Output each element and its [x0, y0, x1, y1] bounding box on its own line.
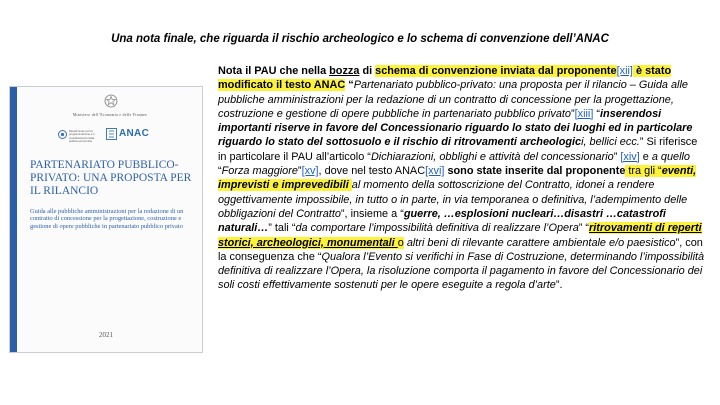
article-title: Forza maggiore [221, 165, 298, 178]
italian-emblem-icon [104, 93, 118, 109]
article-title: Dichiarazioni, obblighi e attività del concessionario [370, 150, 614, 163]
text-span: di [359, 65, 376, 77]
quoted-text: i, bellici ecc. [581, 136, 640, 149]
highlighted-text: o [397, 236, 404, 249]
guide-title-text: Partenariato pubblico-privato: una proposta per il rilancio – Guida alle pubbliche amministrazioni per la redazione di un contratto di concessione per la progettazione, costruzione e gestione di opere pubbliche in partenariato pubblico privato [218, 79, 688, 120]
text-span: ” [613, 150, 621, 163]
text-span: ”, insieme a “ [340, 207, 404, 220]
text-span: Nota il PAU che nella [218, 65, 330, 77]
cover-year: 2021 [99, 331, 113, 339]
document-cover [9, 86, 203, 353]
anac-logo-icon [106, 128, 117, 140]
highlighted-text: eventi, imprevisti e imprevedibili [218, 165, 697, 192]
footnote-link[interactable]: [xiii] [574, 107, 594, 120]
slide-title: Una nota finale, che riguarda il rischio archeologico e lo schema di convenzione dell’ANAC [111, 33, 609, 45]
highlighted-text: schema di convenzione inviata dal proponente [375, 65, 617, 77]
mef-logo-label: Dipartimento per la programmazione e il coordinamento della politica economica [69, 129, 95, 143]
anac-logo-text: ANAC [119, 128, 150, 139]
quoted-text: da comportare l’impossibilità definitiva di realizzare l’Opera [295, 222, 579, 235]
text-span: sono state inserite dal proponente [444, 165, 626, 178]
cover-logos [10, 127, 202, 143]
text-span: , dove nel testo ANAC [318, 165, 426, 178]
cover-title: PARTENARIATO PUBBLICO-PRIVATO: UNA PROPOSTA PER IL RILANCIO [30, 159, 192, 197]
text-span: e [639, 150, 652, 163]
highlighted-text: ritrovamenti di reperti storici, archeologici, monumentali [218, 222, 702, 249]
text-span: ” “ [578, 222, 590, 235]
text-span: ” [297, 165, 302, 178]
text-span: ”. [555, 279, 563, 292]
text-span: ” Si riferisce in particolare il PAU all’articolo “ [218, 136, 698, 163]
ministry-name: Ministero dell’Economia e delle Finanze [72, 113, 148, 117]
mef-logo-icon [58, 130, 67, 139]
highlighted-text: è stato modificato il testo ANAC [218, 65, 672, 92]
note-paragraph [218, 64, 708, 293]
quoted-text: altri beni di rilevante carattere ambientale e/o paesistico [403, 236, 676, 249]
text-span: bozza [329, 65, 360, 77]
footnote-link[interactable]: [xiv] [620, 150, 640, 163]
text-span: a quello [651, 150, 690, 163]
quoted-text: Qualora l’Evento si verifichi in Fase di Costruzione, determinando l’impossibilità definitiva di realizzare l’Opera, la risoluzione comporta il pagamento in favore del Concessionario dei soli costi effettivamente sostenuti per le opere eseguite a regola d’arte [218, 250, 705, 292]
quoted-text: inserendosi importanti riserve in favore del Concessionario riguardo lo stato dei luoghi ed in particolare riguardo lo stato del sottosuolo e il rischio di ritrovamenti archeologic [218, 107, 693, 149]
text-span: “ [345, 79, 354, 92]
quoted-text: guerre, …esplosioni nucleari…disastri …catastrofi naturali… [218, 207, 666, 235]
footnote-link[interactable]: [xv] [301, 165, 319, 178]
cover-subtitle: Guida alle pubbliche amministrazioni per la redazione di un contratto di concessione per la progettazione, costruzione e gestione di opere pubbliche in partenariato pubblico privato [30, 208, 184, 230]
text-span: “ [593, 107, 601, 120]
footnote-link[interactable]: [xii] [616, 65, 633, 77]
note-text [218, 64, 708, 293]
quoted-text: al momento della sottoscrizione del Contratto, idonei a rendere oggettivamente impossibile, in tutto o in parte, in via temporanea o definitiva, l’adempimento delle obbligazioni del Contratto [218, 179, 688, 220]
text-span: ” tali “ [268, 222, 296, 235]
text-span: ” [570, 107, 575, 120]
text-span: “ [218, 165, 222, 178]
footnote-link[interactable]: [xvi] [425, 165, 445, 178]
text-span: ”, con la conseguenza che “ [218, 236, 703, 263]
highlighted-text: tra gli “ [625, 165, 662, 178]
